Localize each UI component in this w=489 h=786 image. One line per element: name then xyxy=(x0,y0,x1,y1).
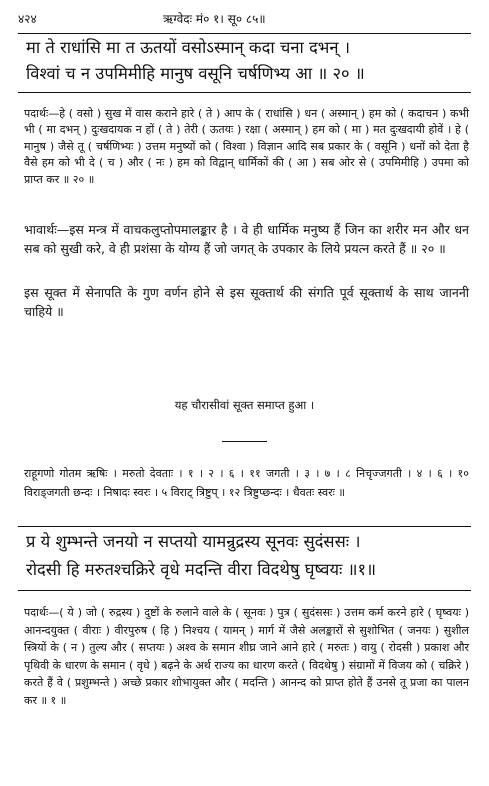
verse-1-line-1: मा ते राधांसि मा त ऊतयों वसोऽस्मान् कदा चना दभन् । xyxy=(26,38,351,57)
header-rule xyxy=(18,33,471,34)
verse-rule xyxy=(18,92,471,93)
verse-2-rule-bottom xyxy=(18,590,471,591)
running-title: ऋग्वेदः मं० १। सू० ८५॥ xyxy=(163,12,266,26)
sukta-closing-line: यह चौरासीवां सूक्त समाप्त हुआ । xyxy=(174,398,315,412)
page-number: ४२४ xyxy=(18,12,37,26)
bhavartha-paragraph: भावार्थः—इस मन्त्र में वाचकलुप्तोपमालङ्कार है । वे ही धार्मिक मनुष्य हैं जिन का शरीर मन और धन सब को सुखी करे, वे ही प्रशंसा के योग्य हैं जो जगत् के उपकार के लिये प्रयत्न करते हैं ॥ २० ॥ xyxy=(24,222,469,256)
padartha-paragraph-1: पदार्थः—हे ( वसो ) सुख में वास कराने हारे ( ते ) आप के ( राधांसि ) धन ( अस्मान् ) हम को ( कदाचन ) कभी भी ( मा दभन् ) दुःखदायक न हों ( ते ) तेरी ( ऊतयः ) रक्षा ( अस्मान् ) हम को ( मा ) मत दुःखदायी होवें । हे ( मानुष ) जैसे तू ( चर्षणिभ्यः ) उत्तम मनुष्यों को ( विश्वा ) विज्ञान आदि सब प्रकार के ( वसूनि ) धनों को देता है वैसे हम को भी दे ( च ) और ( नः ) हम को विद्वान् धार्मिकों की ( आ ) सब ओर से ( उपमिमीहि ) उपमा को प्राप्त कर ॥ २० ॥ xyxy=(24,107,469,186)
verse-1-line-2: विश्वां च न उपमिमीहि मानुष वसूनि चर्षणिभ्य आ ॥ २० ॥ xyxy=(26,64,365,83)
sangati-paragraph: इस सूक्त में सेनापति के गुण वर्णन होने से इस सूक्तार्थ की संगति पूर्व सूक्तार्थ के साथ जाननी चाहिये ॥ xyxy=(24,285,469,319)
verse-2-rule-top xyxy=(18,526,471,527)
verse-2-line-1: प्र ये शुम्भन्ते जनयो न सप्तयो यामन्रुद्रस्य सूनवः सुदंससः । xyxy=(26,532,361,551)
rishi-devata-chhanda: राहूगणो गोतम ऋषिः । मरुतो देवताः । १ । २ । ६ । ११ जगती । ३ । ७ । ८ निचृज्जगती । ४ । ६ । १० विराड्जगती छन्दः । निषादः स्वरः । ५ विराट् त्रिष्टुप् । १२ त्रिष्टुप्छन्दः । धैवतः स्वरः ॥ xyxy=(24,467,469,499)
padartha-paragraph-2: पदार्थः—( ये ) जो ( रुद्रस्य ) दुष्टों के रुलाने वाले के ( सूनवः ) पुत्र ( सुदंससः ) उत्तम कर्म करने हारे ( घृष्वयः ) आनन्दयुक्त ( वीराः ) वीरपुरुष ( हि ) निश्चय ( यामन् ) मार्ग में जैसे अलङ्कारों से सुशोभित ( जनयः ) सुशील स्त्रियों के ( न ) तुल्य और ( सप्तयः ) अश्व के समान शीघ्र जाने आने हारे ( मरुतः ) वायु ( रोदसी ) प्रकाश और पृथिवी के धारण के समान ( वृधे ) बढ़ने के अर्थ राज्य का धारण करते ( विदथेषु ) संग्रामों में विजय को ( चक्रिरे ) करते हैं वे ( प्रशुम्भन्ते ) अच्छे प्रकार शोभायुक्त और ( मदन्ति ) आनन्द को प्राप्त होते हैं उनसे तू प्रजा का पालन कर ॥ १ ॥ xyxy=(24,606,469,707)
section-divider xyxy=(222,441,267,442)
running-header xyxy=(18,10,471,30)
verse-2-line-2: रोदसी हि मरुतश्चक्रिरे वृधे मदन्ति वीरा विदथेषु घृष्वयः ॥१॥ xyxy=(26,560,376,579)
